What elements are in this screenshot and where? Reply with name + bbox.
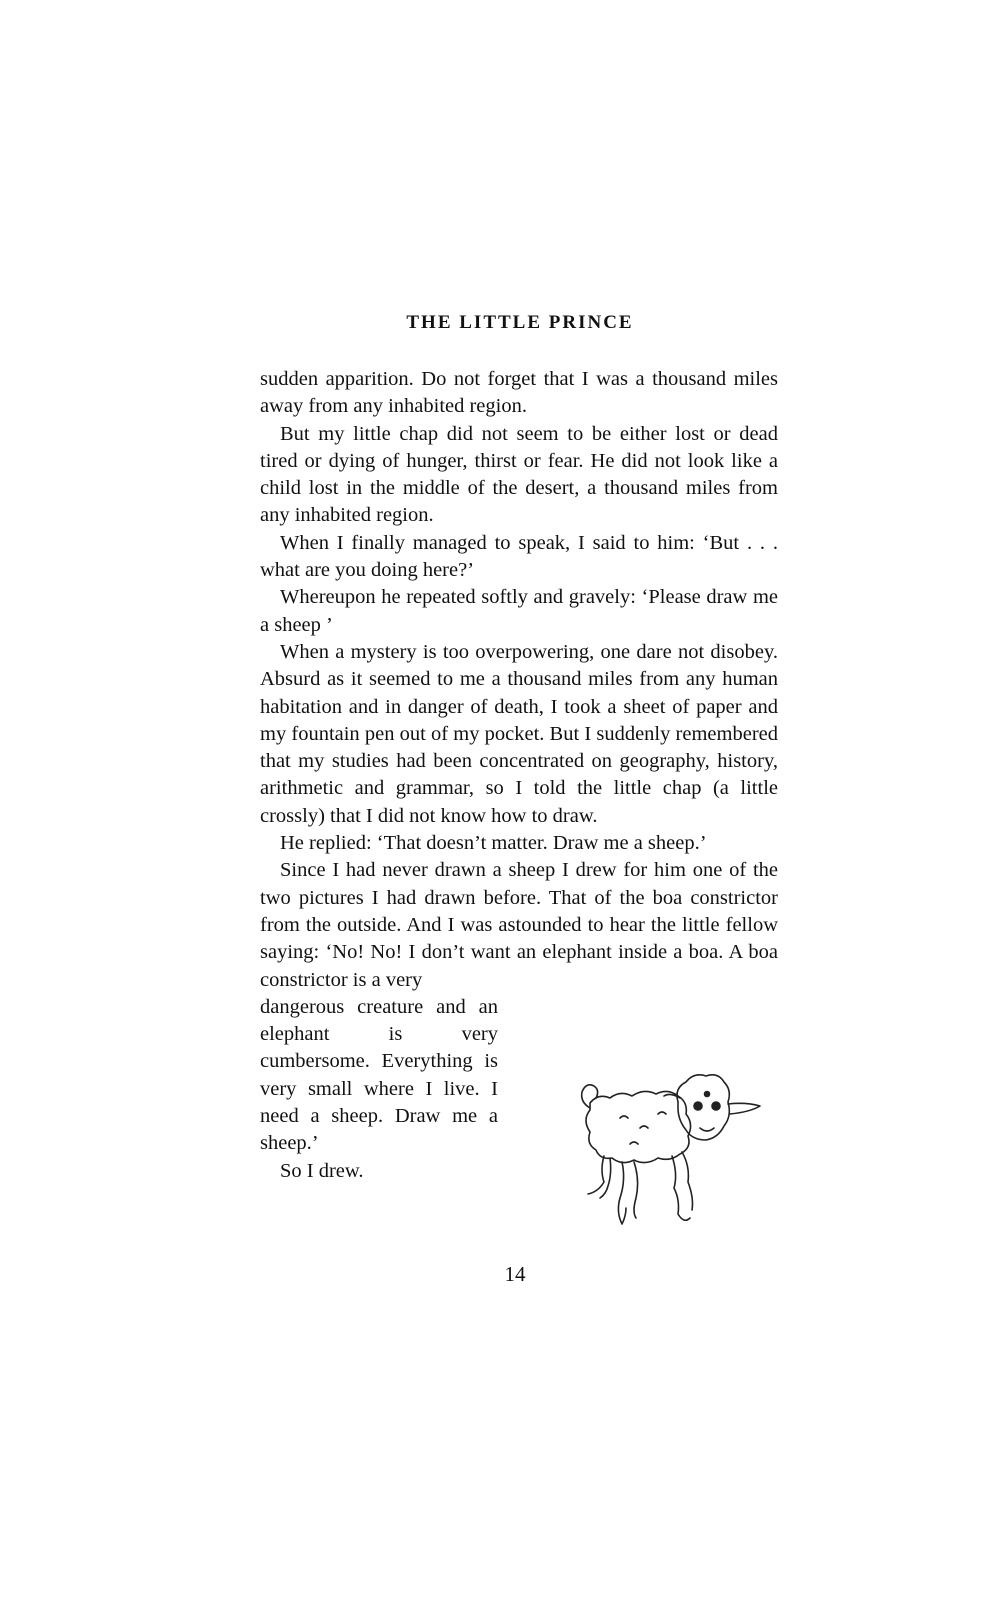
sheep-drawing-icon: [560, 1058, 780, 1238]
paragraph-6: He replied: ‘That doesn’t matter. Draw me a sheep.’: [280, 832, 707, 855]
paragraph-4: Whereupon he repeated softly and gravely: ‘Please draw me a sheep ’: [260, 586, 778, 636]
paragraph-1: sudden apparition. Do not forget that I was a thousand miles away from any inhabited region.: [260, 368, 778, 418]
paragraph-7-continued: dangerous creature and an elephant is very cumbersome. Everything is very small where I live. I need a sheep. Draw me a sheep.’: [260, 995, 498, 1155]
paragraph-3: When I finally managed to speak, I said to him: ‘But . . . what are you doing here?’: [260, 531, 778, 582]
paragraph-2: But my little chap did not seem to be either lost or dead tired or dying of hunger, thirst or fear. He did not look like a child lost in the middle of the desert, a thousand miles from any inhabited region.: [260, 422, 778, 527]
page-number: 14: [504, 1262, 526, 1286]
paragraph-7: Since I had never drawn a sheep I drew for him one of the two pictures I had drawn before. That of the boa constrictor from the outside. And I was astounded to hear the little fellow saying: ‘No! No! I don’t want an elephant inside a boa. A boa constrictor is a very: [260, 859, 778, 991]
paragraph-8: So I drew.: [280, 1159, 364, 1182]
paragraph-5: When a mystery is too overpowering, one dare not disobey. Absurd as it seemed to me a thousand miles from any human habitation and in danger of death, I took a sheet of paper and my fountain pen out of my pocket. But I suddenly remembered that my studies had been concentrated on geography, history, arithmetic and grammar, so I told the little chap (a little crossly) that I did not know how to draw.: [260, 640, 778, 827]
running-head: THE LITTLE PRINCE: [406, 312, 634, 333]
